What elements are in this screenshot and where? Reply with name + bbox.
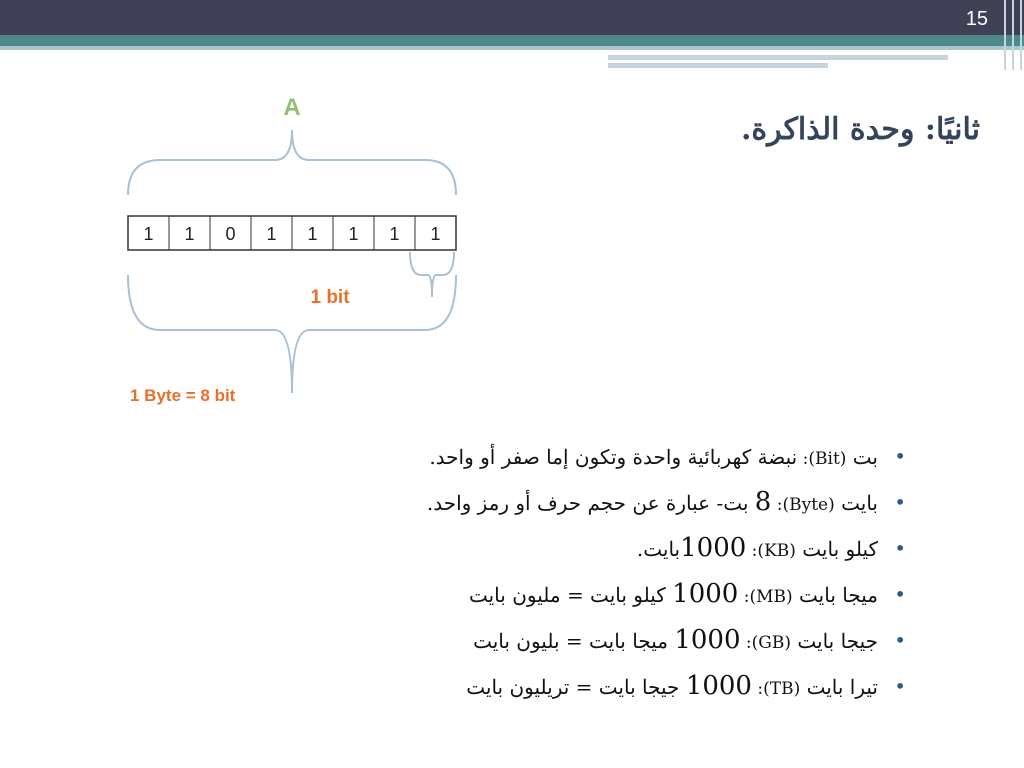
bit-cell: 1 bbox=[143, 224, 154, 244]
bullet-dot: • bbox=[894, 444, 906, 468]
bullet-list bbox=[306, 434, 906, 710]
bullet-dot: • bbox=[894, 628, 906, 652]
bit-cell: 1 bbox=[348, 224, 359, 244]
bullet-item: • جيجا بايت (GB): 1000 ميجا بايت = بليون بايت bbox=[306, 618, 906, 664]
bullet-item: • بت (Bit): نبضة كهربائية واحدة وتكون إما صفر أو واحد. bbox=[306, 434, 906, 480]
top-brace bbox=[128, 130, 456, 195]
bullet-dot: • bbox=[894, 490, 906, 514]
bullet-item: • بايت (Byte): 8 بت- عبارة عن حجم حرف أو رمز واحد. bbox=[306, 480, 906, 526]
bullet-dot: • bbox=[894, 582, 906, 606]
bullet-dot: • bbox=[894, 674, 906, 698]
bullet-item: • تيرا بايت (TB): 1000 جيجا بايت = تريليون بايت bbox=[306, 664, 906, 710]
bit-cell: 1 bbox=[430, 224, 441, 244]
bullet-dot: • bbox=[894, 536, 906, 560]
bit-cell: 1 bbox=[184, 224, 195, 244]
slide-title: ثانيًا: وحدة الذاكرة. bbox=[740, 112, 980, 147]
bit-cell: 1 bbox=[307, 224, 318, 244]
bit-brace bbox=[410, 252, 454, 297]
decor-vline bbox=[1004, 0, 1006, 70]
header-stripe-light bbox=[0, 46, 1024, 50]
header-stripe bbox=[0, 35, 1024, 46]
byte-diagram bbox=[110, 85, 480, 415]
bit-label: 1 bit bbox=[310, 287, 350, 308]
bullet-item: • كيلو بايت (KB): 1000بايت. bbox=[306, 526, 906, 572]
header-bar bbox=[0, 0, 1024, 35]
label-a: A bbox=[283, 94, 301, 121]
bottom-brace bbox=[128, 275, 456, 393]
bit-cell: 0 bbox=[225, 224, 236, 244]
bit-cell: 1 bbox=[266, 224, 277, 244]
slide-number: 15 bbox=[965, 8, 988, 30]
byte-label: 1 Byte = 8 bit bbox=[130, 386, 236, 405]
decor-line bbox=[608, 63, 828, 68]
decor-vline bbox=[1012, 0, 1014, 70]
bit-cell: 1 bbox=[389, 224, 400, 244]
decor-vline bbox=[1020, 0, 1022, 70]
decor-line bbox=[608, 55, 948, 60]
bullet-item: • ميجا بايت (MB): 1000 كيلو بايت = مليون بايت bbox=[306, 572, 906, 618]
